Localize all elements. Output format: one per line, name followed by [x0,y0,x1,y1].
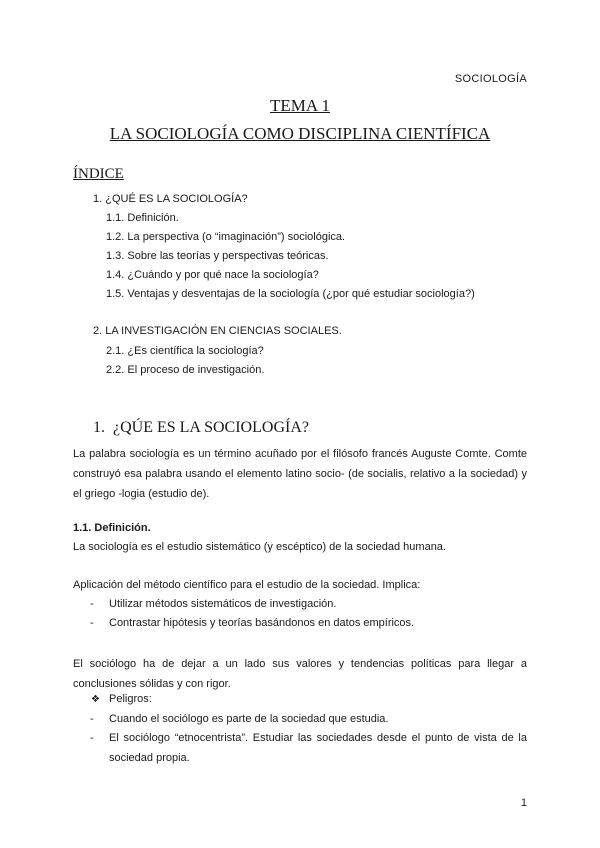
title-line-1: TEMA 1 [270,96,330,115]
method-item-1: Utilizar métodos sistemáticos de investigación. [109,598,337,610]
subsection-heading: 1.1. Definición. [73,522,151,534]
index-section-2: 2. LA INVESTIGACIÓN EN CIENCIAS SOCIALES. [93,325,342,337]
index-section-1: 1. ¿QUÉ ES LA SOCIOLOGÍA? [93,193,248,205]
section-1-title: ¿QÚE ES LA SOCIOLOGÍA? [113,419,309,436]
dangers-label: Peligros: [109,693,152,705]
intro-line-1: La palabra sociología es un término acuñado por el filósofo francés Auguste Comte. Comte [73,448,527,460]
sociologist-line-2: conclusiones sólidas y con rigor. [73,678,231,690]
definition-text: La sociología es el estudio sistemático (y escéptico) de la sociedad humana. [73,541,446,553]
danger-item-2-line-2: sociedad propia. [109,752,190,764]
title-line-2: LA SOCIOLOGÍA COMO DISCIPLINA CIENTÍFICA [109,124,491,143]
sociologist-line-1: El sociólogo ha de dejar a un lado sus valores y tendencias políticas para llegar a [73,658,527,670]
section-1-number: 1. [93,419,105,436]
method-item-2: Contrastar hipótesis y teorías basándonos en datos empíricos. [109,617,415,629]
intro-paragraph [73,444,527,504]
diamond-bullet-icon: ❖ [91,694,100,705]
index-item-1-2: 1.2. La perspectiva (o “imaginación”) sociológica. [106,231,346,243]
section-1-heading [93,419,309,437]
sociologist-paragraph [73,654,527,694]
title-block [0,92,600,148]
index-item-1-1: 1.1. Definición. [106,212,179,224]
intro-line-2: construyó esa palabra usando el elemento latino socio- (de socialis, relativo a la sociedad) y [73,468,527,480]
running-header: SOCIOLOGÍA [454,73,527,85]
dash-bullet: - [90,598,94,610]
dash-bullet: - [90,617,94,629]
index-item-1-5: 1.5. Ventajas y desventajas de la sociología (¿por qué estudiar sociología?) [106,288,475,300]
method-intro: Aplicación del método científico para el estudio de la sociedad. Implica: [73,579,421,591]
dash-bullet: - [90,713,94,725]
danger-item-1: Cuando el sociólogo es parte de la sociedad que estudia. [109,713,389,725]
index-item-1-3: 1.3. Sobre las teorías y perspectivas teóricas. [106,250,329,262]
index-item-2-1: 2.1. ¿Es científica la sociología? [106,345,264,357]
page-number: 1 [520,797,527,809]
intro-line-3: el griego -logia (estudio de). [73,488,210,500]
index-item-1-4: 1.4. ¿Cuándo y por qué nace la sociología? [106,269,319,281]
dash-bullet: - [90,732,94,744]
danger-item-2-line-1: El sociólogo “etnocentrista”. Estudiar las sociedades desde el punto de vista de la [109,732,527,744]
index-heading: ÍNDICE [73,166,124,182]
index-item-2-2: 2.2. El proceso de investigación. [106,364,265,376]
